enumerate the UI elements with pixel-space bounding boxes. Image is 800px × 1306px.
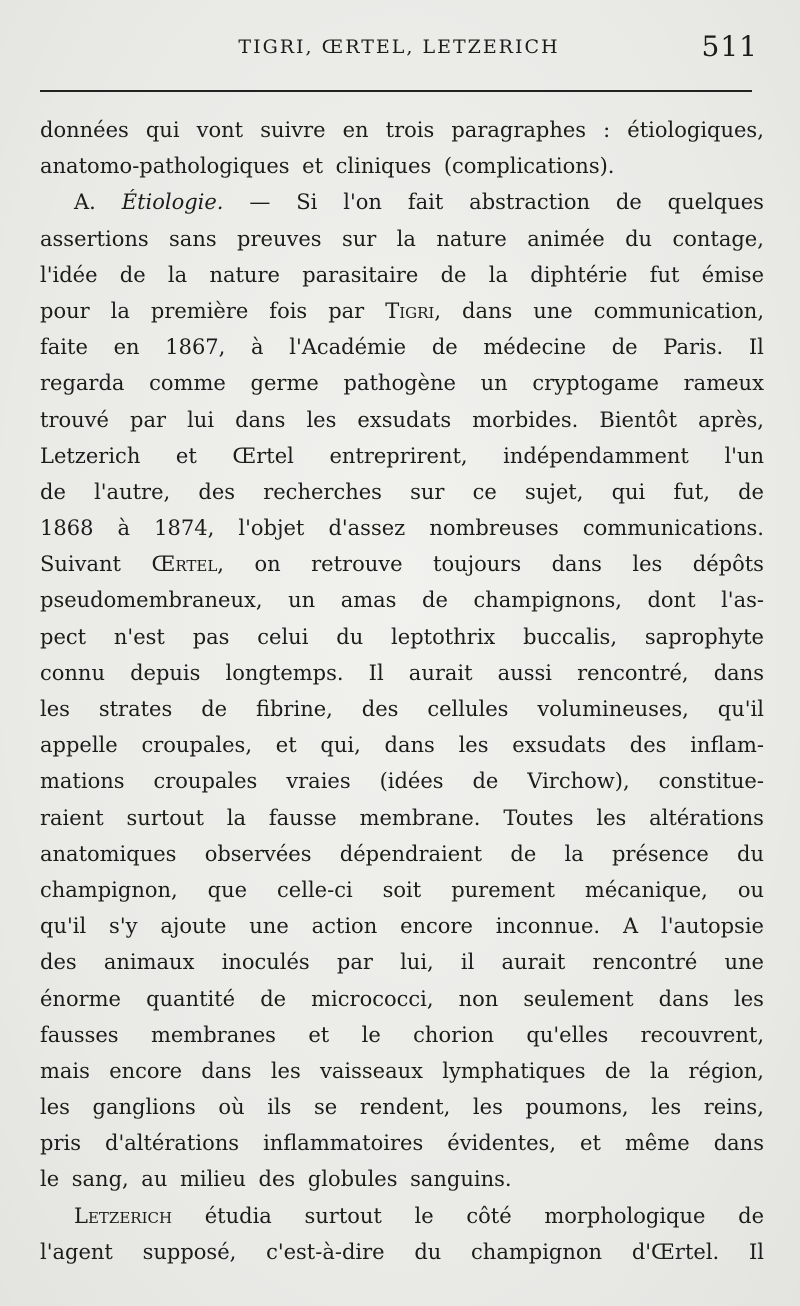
word: dans: [462, 298, 513, 323]
word: l'idée: [40, 262, 98, 287]
word: qu'il: [40, 914, 87, 939]
word: Letzerich: [40, 443, 141, 468]
word: (idées: [379, 769, 444, 794]
word: celui: [257, 624, 309, 649]
word: nombreuses: [429, 516, 559, 541]
word: aussi: [497, 660, 552, 685]
word: recherches: [263, 479, 382, 504]
word: de: [440, 262, 467, 287]
word: cryptogame: [532, 371, 659, 396]
word: fausse: [268, 805, 337, 830]
word: Si: [296, 190, 318, 215]
text-line: [40, 582, 764, 618]
word: et: [580, 1131, 601, 1156]
word: non: [458, 986, 499, 1011]
text-line: [40, 1017, 764, 1053]
word: et: [175, 443, 197, 468]
word: saprophyte: [644, 624, 764, 649]
word: sujet,: [525, 479, 584, 504]
word: Tigri,: [385, 298, 442, 323]
text-line: [40, 112, 764, 148]
text-line: [40, 1089, 764, 1125]
text-line: [40, 510, 764, 546]
word: émise: [701, 262, 764, 287]
word: dont: [647, 588, 696, 613]
word: où: [218, 1095, 245, 1120]
word: Virchow),: [527, 769, 630, 794]
word: buccalis,: [523, 624, 618, 649]
word: qu'elles: [526, 1022, 609, 1047]
word: aurait: [408, 660, 473, 685]
word: Œrtel,: [151, 552, 224, 577]
word: les: [596, 805, 627, 830]
word: une: [249, 914, 289, 939]
page-number: 511: [701, 30, 758, 63]
word: trois: [385, 118, 435, 142]
word: morphologique: [544, 1203, 706, 1228]
word: retrouve: [311, 552, 403, 577]
word: de: [604, 1058, 631, 1083]
word: de: [201, 697, 228, 721]
word: Il: [748, 335, 764, 360]
word: l'as-: [721, 588, 764, 613]
word: champignons,: [473, 588, 622, 613]
word: Œrtel: [232, 443, 294, 468]
text-line: [40, 221, 764, 257]
running-head: [40, 30, 758, 70]
word: preuves: [237, 226, 322, 251]
word: le: [361, 1022, 381, 1047]
word: inoculés: [221, 950, 310, 975]
word: le: [40, 1167, 60, 1192]
word: appelle: [40, 733, 118, 758]
word: des: [629, 733, 667, 758]
word: l'autopsie: [660, 914, 764, 939]
word: un: [480, 371, 508, 396]
text-line: [40, 655, 764, 691]
word: dans: [713, 1131, 764, 1156]
word: évidentes,: [447, 1131, 556, 1156]
word: diphtérie: [530, 262, 628, 287]
word: strates: [98, 697, 173, 721]
word: animée: [527, 226, 605, 251]
text-line: [40, 1234, 764, 1270]
word: de: [611, 335, 638, 360]
word: se: [314, 1095, 338, 1120]
word: cliniques: [335, 154, 432, 179]
word: c'est-à-dire: [266, 1239, 385, 1264]
word: fut: [649, 262, 680, 287]
word: mais: [40, 1058, 90, 1083]
word: présence: [611, 841, 709, 866]
word: action: [311, 914, 378, 939]
word: ajoute: [160, 914, 227, 939]
word: leptothrix: [391, 624, 496, 649]
word: n'est: [113, 624, 165, 649]
word: à: [251, 335, 264, 360]
word: de: [510, 841, 537, 866]
word: qui: [611, 479, 646, 504]
word: une: [533, 298, 573, 323]
text-line: [40, 981, 764, 1017]
word: même: [624, 1131, 690, 1156]
word: pect: [40, 624, 87, 649]
word: recouvrent,: [640, 1022, 764, 1047]
word: Étiologie.: [121, 190, 224, 215]
word: étudia: [204, 1203, 272, 1228]
word: faite: [40, 335, 88, 360]
word: l'un: [724, 443, 764, 468]
word: sur: [341, 226, 377, 251]
word: l'on: [343, 190, 382, 215]
text-line: [40, 1053, 764, 1089]
word: indépendamment: [503, 443, 689, 468]
word: dans: [713, 660, 764, 685]
text-line: [40, 257, 764, 293]
text-line: [40, 619, 764, 655]
word: Il: [368, 660, 384, 685]
word: inflammatoires: [263, 1131, 424, 1156]
text-line: [40, 474, 764, 510]
word: quelques: [667, 190, 764, 215]
word: fausses: [40, 1022, 119, 1047]
word: assertions: [40, 226, 149, 251]
word: suivre: [260, 118, 326, 142]
word: anatomo-pathologiques: [40, 154, 290, 179]
word: de: [260, 986, 287, 1011]
word: des: [40, 950, 77, 975]
word: membrane.: [359, 805, 481, 830]
word: A.: [74, 190, 96, 215]
word: de: [119, 262, 146, 287]
text-line: [40, 872, 764, 908]
word: l'Académie: [289, 335, 407, 360]
word: qu'il: [717, 697, 764, 721]
word: en: [113, 335, 140, 360]
word: pas: [192, 624, 230, 649]
word: dépendraient: [339, 841, 483, 866]
word: lui,: [400, 950, 434, 975]
text-line: [40, 1125, 764, 1161]
word: dans: [551, 552, 602, 577]
word: les: [306, 407, 337, 432]
word: paragraphes: [451, 118, 587, 142]
word: dans: [384, 733, 435, 758]
word: reins,: [703, 1095, 764, 1120]
word: 1874,: [154, 516, 215, 541]
word: lymphatiques: [442, 1058, 586, 1083]
word: il: [460, 950, 475, 975]
word: médecine: [483, 335, 587, 360]
word: du: [414, 1239, 442, 1264]
word: celle-ci: [277, 877, 353, 902]
word: micrococci,: [311, 986, 434, 1011]
word: l'objet: [238, 516, 305, 541]
word: qui,: [320, 733, 361, 758]
word: depuis: [130, 660, 201, 685]
word: parasitaire: [302, 262, 419, 287]
word: on: [254, 552, 281, 577]
word: supposé,: [142, 1239, 237, 1264]
text-line: [40, 763, 764, 799]
word: seulement: [523, 986, 634, 1011]
word: 1867,: [165, 335, 226, 360]
word: dans: [658, 986, 709, 1011]
word: Suivant: [40, 552, 121, 577]
word: membranes: [150, 1022, 276, 1047]
word: la: [488, 262, 508, 287]
word: de: [472, 769, 499, 794]
word: et: [308, 1022, 330, 1047]
word: quantité: [146, 986, 236, 1011]
word: A: [622, 914, 639, 939]
word: des: [198, 479, 236, 504]
word: fut,: [673, 479, 710, 504]
word: raient: [40, 805, 104, 830]
word: la: [226, 805, 247, 830]
word: d'assez: [328, 516, 406, 541]
word: du: [625, 226, 653, 251]
word: ou: [737, 877, 764, 902]
text-line: [40, 1198, 764, 1234]
text-line: [40, 727, 764, 763]
word: et: [275, 733, 297, 758]
word: la: [167, 262, 188, 287]
word: mations: [40, 769, 125, 794]
word: surtout: [126, 805, 204, 830]
word: de: [40, 479, 66, 504]
word: de: [615, 190, 642, 215]
word: du: [737, 841, 764, 866]
word: les: [651, 1095, 682, 1120]
word: ce: [472, 479, 497, 504]
word: champignon,: [40, 877, 178, 902]
word: à: [117, 516, 131, 541]
word: l'agent: [40, 1239, 113, 1264]
text-line: [40, 800, 764, 836]
word: germe: [250, 371, 319, 396]
text-line: [40, 293, 764, 329]
word: Toutes: [503, 805, 574, 830]
text-line: [40, 402, 764, 438]
word: communication,: [593, 298, 764, 323]
word: les: [632, 552, 663, 577]
word: énorme: [40, 986, 121, 1011]
word: étiologiques,: [627, 118, 764, 142]
word: pour: [40, 298, 90, 323]
word: croupales: [153, 769, 258, 794]
word: —: [249, 190, 271, 215]
word: Il: [748, 1239, 764, 1264]
word: nature: [436, 226, 507, 251]
word: la: [110, 298, 130, 323]
word: qui: [145, 118, 180, 142]
text-line: [40, 908, 764, 944]
word: longtemps.: [225, 660, 344, 685]
text-line: [40, 944, 764, 980]
word: milieu: [179, 1167, 246, 1192]
word: de: [738, 1203, 764, 1228]
word: vraies: [286, 769, 351, 794]
word: pseudomembraneux,: [40, 588, 263, 613]
word: première: [150, 298, 249, 323]
word: abstraction: [469, 190, 590, 215]
word: champignon: [471, 1239, 603, 1264]
word: exsudats: [357, 407, 452, 432]
word: volumineuses,: [537, 697, 689, 721]
text-line: [40, 546, 764, 582]
word: données: [40, 118, 129, 142]
body-text: [40, 112, 764, 1270]
word: Letzerich: [74, 1203, 173, 1228]
word: vaisseaux: [320, 1058, 423, 1083]
word: région,: [688, 1058, 764, 1083]
text-line: [40, 365, 764, 401]
word: la: [564, 841, 584, 866]
word: ganglions: [92, 1095, 196, 1120]
word: contage,: [672, 226, 764, 251]
word: :: [603, 118, 611, 142]
word: de: [422, 588, 448, 613]
word: de: [431, 335, 458, 360]
word: lui: [187, 407, 215, 432]
word: constitue-: [658, 769, 764, 794]
word: le: [414, 1203, 434, 1228]
word: rencontré: [592, 950, 698, 975]
word: comme: [149, 371, 226, 396]
word: vont: [196, 118, 244, 142]
word: chorion: [413, 1022, 495, 1047]
word: morbides.: [472, 407, 579, 432]
word: exsudats: [512, 733, 607, 758]
word: les: [734, 986, 764, 1011]
text-line: [40, 184, 764, 220]
word: après,: [698, 407, 764, 432]
word: les: [40, 697, 70, 721]
word: dans: [235, 407, 286, 432]
word: entreprirent,: [329, 443, 468, 468]
word: connu: [40, 660, 105, 685]
word: des: [361, 697, 399, 721]
word: cellules: [427, 697, 509, 721]
word: d'Œrtel.: [631, 1239, 720, 1264]
word: les: [472, 1095, 503, 1120]
word: des: [258, 1167, 296, 1192]
word: pris: [40, 1131, 81, 1156]
word: rendent,: [359, 1095, 451, 1120]
header-rule: [40, 90, 752, 92]
word: encore: [400, 914, 473, 939]
word: les: [40, 1095, 70, 1120]
text-line: [40, 691, 764, 727]
text-line: [40, 148, 764, 184]
word: une: [724, 950, 764, 975]
word: sang,: [71, 1167, 129, 1192]
word: aurait: [501, 950, 566, 975]
word: par: [130, 407, 167, 432]
word: altérations: [649, 805, 764, 830]
word: pathogène: [343, 371, 456, 396]
word: que: [207, 877, 248, 902]
word: Paris.: [663, 335, 724, 360]
word: l'autre,: [94, 479, 171, 504]
word: observées: [204, 841, 312, 866]
word: sanguins.: [410, 1167, 512, 1192]
word: amas: [340, 588, 397, 613]
word: du: [336, 624, 364, 649]
word: encore: [109, 1058, 183, 1083]
word: côté: [466, 1203, 512, 1228]
word: de: [738, 479, 764, 504]
word: globules: [307, 1167, 398, 1192]
word: d'altérations: [105, 1131, 240, 1156]
word: poumons,: [525, 1095, 629, 1120]
text-line: [40, 438, 764, 474]
word: (complications).: [443, 154, 615, 179]
word: les: [270, 1058, 301, 1083]
word: fois: [269, 298, 308, 323]
word: sans: [169, 226, 217, 251]
word: 1868: [40, 516, 94, 541]
word: soit: [382, 877, 422, 902]
word: inconnue.: [495, 914, 601, 939]
word: les: [458, 733, 489, 758]
text-line: [40, 836, 764, 872]
word: en: [342, 118, 369, 142]
text-line: [40, 329, 764, 365]
text-line: [40, 1161, 764, 1197]
word: au: [141, 1167, 168, 1192]
word: fibrine,: [255, 697, 333, 721]
word: dans: [201, 1058, 252, 1083]
word: communications.: [582, 516, 764, 541]
running-title: TIGRI, ŒRTEL, LETZERICH: [238, 36, 560, 58]
word: trouvé: [40, 407, 109, 432]
word: rencontré,: [577, 660, 689, 685]
word: animaux: [103, 950, 195, 975]
word: la: [649, 1058, 670, 1083]
word: anatomiques: [40, 841, 177, 866]
word: s'y: [109, 914, 138, 939]
word: sur: [410, 479, 445, 504]
word: par: [328, 298, 365, 323]
word: Bientôt: [599, 407, 678, 432]
word: regarda: [40, 371, 125, 396]
word: ils: [267, 1095, 292, 1120]
word: dépôts: [692, 552, 764, 577]
word: croupales,: [141, 733, 252, 758]
word: rameux: [683, 371, 764, 396]
word: la: [396, 226, 416, 251]
word: purement: [451, 877, 555, 902]
word: surtout: [304, 1203, 382, 1228]
word: et: [302, 154, 324, 179]
word: par: [336, 950, 373, 975]
word: toujours: [433, 552, 522, 577]
word: un: [288, 588, 316, 613]
word: mécanique,: [584, 877, 708, 902]
word: fait: [407, 190, 444, 215]
word: inflam-: [690, 733, 764, 758]
word: nature: [209, 262, 280, 287]
